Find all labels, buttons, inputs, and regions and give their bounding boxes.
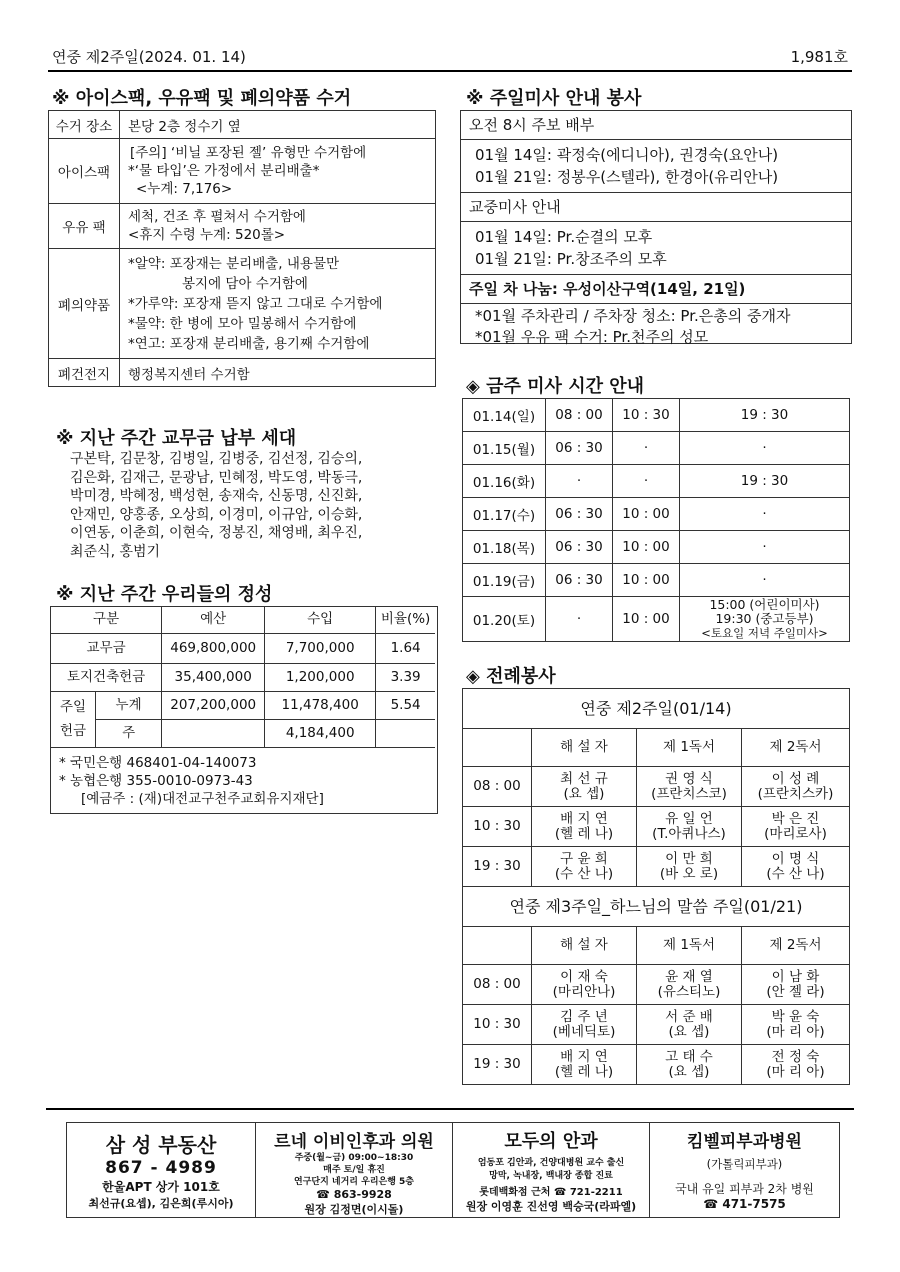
mass-day: 01.14(일): [463, 399, 546, 432]
ad-line: 주중(월~금) 09:00~18:30: [294, 1153, 414, 1163]
first-reader: 권 영 식 (프란치스코): [637, 767, 742, 807]
mass-times-title: ◈ 금주 미사 시간 안내: [466, 376, 645, 397]
mass-time: ·: [680, 498, 850, 531]
collection-line: <누계: 7,176>: [136, 181, 233, 197]
mass-day: 01.15(월): [463, 432, 546, 465]
liturgy-table: [462, 688, 850, 1085]
offering-income: 11,478,400: [265, 691, 376, 719]
sunday-service-title: ※ 주일미사 안내 봉사: [466, 88, 642, 109]
mass-day: 01.17(수): [463, 498, 546, 531]
ad-name: 모두의 안과: [504, 1131, 598, 1152]
mass-time: 06 : 30: [546, 498, 613, 531]
issue-number: 1,981호: [790, 48, 848, 66]
collection-text: 행정복지센터 수거함: [120, 359, 436, 387]
offering-ratio: 3.39: [376, 663, 435, 691]
service-heading: 교중미사 안내: [461, 193, 851, 222]
service-lines: [461, 304, 851, 350]
bank-accounts: [51, 748, 437, 814]
mass-time: 06 : 30: [546, 564, 613, 597]
collection-text: 본당 2층 정수기 옆: [120, 111, 436, 139]
offerings-table: [51, 607, 435, 748]
mass-time: ·: [546, 597, 613, 642]
service-line: *01월 주차관리 / 주차장 청소: Pr.은총의 중개자: [475, 307, 791, 325]
bank-line: * 농협은행 355-0010-0973-43: [59, 772, 253, 789]
second-reader: 박 은 진 (마리로사): [742, 807, 850, 847]
mass-times-table: [462, 398, 850, 642]
ad-line: 국내 유일 피부과 2차 병원: [675, 1182, 814, 1196]
collection-line: [주의] ‘비닐 포장된 젤’ 유형만 수거함에: [130, 145, 367, 161]
footer-divider: [46, 1108, 854, 1110]
offering-ratio: [376, 719, 435, 747]
ad-line: 원장 이영훈 진선영 백승국(라파엘): [465, 1200, 637, 1213]
mass-time: 08 : 00: [546, 399, 613, 432]
mass-time: ·: [680, 531, 850, 564]
service-time: 19 : 30: [463, 1045, 532, 1085]
sunday-service-box: [460, 110, 852, 344]
mass-time: 15:00 (어린이미사): [709, 597, 820, 612]
offerings-box: [50, 606, 438, 814]
offering-ratio: 1.64: [376, 633, 435, 663]
service-time: 10 : 30: [463, 807, 532, 847]
ad-line: 최선규(요셉), 김은희(루시아): [88, 1197, 234, 1210]
second-reader: 이 명 식 (수 산 나): [742, 847, 850, 887]
ad-line: 망막, 녹내장, 백내장 종합 진료: [489, 1171, 613, 1181]
collection-label: 아이스팩: [49, 139, 120, 204]
collection-label: 수거 장소: [49, 111, 120, 139]
offering-budget: 207,200,000: [162, 691, 265, 719]
mass-time: 19 : 30: [680, 399, 850, 432]
col-header: 제 2독서: [742, 927, 850, 965]
dues-line: 안재민, 양홍종, 오상희, 이경미, 이규암, 이승화,: [70, 506, 363, 523]
collection-title: ※ 아이스팩, 우유팩 및 폐의약품 수거: [52, 88, 352, 109]
second-reader: 이 성 례 (프란치스카): [742, 767, 850, 807]
mass-time: ·: [613, 432, 680, 465]
liturgy-title: ◈ 전례봉사: [466, 666, 556, 687]
ad-dermatology: [650, 1123, 839, 1217]
col-header: 비율(%): [376, 607, 435, 633]
service-heading: 주일 차 나눔: 우성이산구역(14일, 21일): [461, 275, 851, 304]
group-label-bottom: 헌금: [59, 723, 87, 739]
first-reader: 이 만 희 (바 오 로): [637, 847, 742, 887]
service-lines: [461, 222, 851, 275]
offering-label: 교무금: [51, 633, 162, 663]
collection-line: *알약: 포장재는 분리배출, 내용물만: [128, 255, 340, 272]
service-line: *01월 우유 팩 수거: Pr.천주의 성모: [475, 328, 709, 346]
mass-day: 01.16(화): [463, 465, 546, 498]
collection-line: 봉지에 담아 수거함에: [182, 275, 308, 292]
week-title: 연중 제3주일_하느님의 말씀 주일(01/21): [463, 887, 850, 927]
mass-time: ·: [613, 465, 680, 498]
bank-line: * 국민은행 468401-04-140073: [59, 754, 257, 771]
service-heading: 오전 8시 주보 배부: [461, 111, 851, 140]
first-reader: 유 일 언 (T.아퀴나스): [637, 807, 742, 847]
commentator: 배 지 연 (헬 레 나): [532, 1045, 637, 1085]
commentator: 이 재 숙 (마리안나): [532, 965, 637, 1005]
blank-cell: [463, 927, 532, 965]
ad-line: 한울APT 상가 101호: [102, 1180, 220, 1194]
commentator: 최 선 규 (요 셉): [532, 767, 637, 807]
offerings-title: ※ 지난 주간 우리들의 정성: [56, 584, 273, 605]
second-reader: 박 윤 숙 (마 리 아): [742, 1005, 850, 1045]
col-header: 해 설 자: [532, 927, 637, 965]
mass-day: 01.20(토): [463, 597, 546, 642]
second-reader: 전 정 숙 (마 리 아): [742, 1045, 850, 1085]
second-reader: 이 남 화 (안 젤 라): [742, 965, 850, 1005]
mass-time: 10 : 00: [613, 498, 680, 531]
collection-line: 세척, 건조 후 펼쳐서 수거함에: [128, 209, 306, 225]
commentator: 배 지 연 (헬 레 나): [532, 807, 637, 847]
service-line: 01월 14일: 곽정숙(에디니아), 권경숙(요안나): [475, 146, 779, 164]
mass-time: 10 : 00: [613, 597, 680, 642]
col-header: 예산: [162, 607, 265, 633]
service-lines: [461, 140, 851, 193]
mass-time: 06 : 30: [546, 531, 613, 564]
service-time: 08 : 00: [463, 767, 532, 807]
ad-phone: ☎ 471-7575: [703, 1197, 786, 1211]
ad-line: 엄동포 김안과, 건양대병원 교수 출신: [477, 1158, 625, 1168]
mass-time: ·: [680, 564, 850, 597]
dues-line: 박미경, 박혜정, 백성현, 송재숙, 신동명, 신진화,: [70, 488, 363, 504]
collection-line: *물약: 한 병에 모아 밀봉해서 수거함에: [128, 315, 357, 332]
ad-line: 매주 토/일 휴진: [323, 1165, 385, 1175]
offering-label: 주: [96, 719, 162, 747]
mass-time: 10 : 00: [613, 564, 680, 597]
ads-bar: [66, 1122, 840, 1218]
service-line: 01월 21일: Pr.창조주의 모후: [475, 250, 667, 268]
col-header: 구분: [51, 607, 162, 633]
group-label-top: 주일: [59, 699, 87, 715]
offering-income: 1,200,000: [265, 663, 376, 691]
ad-name: 르네 이비인후과 의원: [274, 1132, 434, 1152]
bulletin-date: 연중 제2주일(2024. 01. 14): [52, 48, 246, 66]
offering-income: 7,700,000: [265, 633, 376, 663]
mass-time: ·: [546, 465, 613, 498]
mass-time: 10 : 00: [613, 531, 680, 564]
offering-budget: 35,400,000: [162, 663, 265, 691]
ad-eye-clinic: [453, 1123, 650, 1217]
collection-label: 폐의약품: [49, 249, 120, 359]
dues-line: 최준식, 홍범기: [70, 543, 161, 560]
dues-name-list: [70, 450, 362, 561]
ad-name: 킴벨피부과병원: [687, 1132, 802, 1152]
first-reader: 서 준 배 (요 셉): [637, 1005, 742, 1045]
service-time: 19 : 30: [463, 847, 532, 887]
ad-ent-clinic: [256, 1123, 453, 1217]
commentator: 김 주 년 (베네딕토): [532, 1005, 637, 1045]
blank-cell: [463, 729, 532, 767]
collection-label: 폐건전지: [49, 359, 120, 387]
collection-line: <휴지 수령 누계: 520롤>: [128, 227, 286, 243]
service-line: 01월 14일: Pr.순결의 모후: [475, 228, 653, 246]
service-time: 08 : 00: [463, 965, 532, 1005]
dues-line: 김은화, 김재근, 문광남, 민혜정, 박도영, 박동극,: [70, 469, 363, 486]
ad-realestate: [67, 1123, 256, 1217]
mass-time: 06 : 30: [546, 432, 613, 465]
bank-line: [예금주 : (재)대전교구천주교회유지재단]: [81, 790, 324, 807]
mass-time: 19:30 (중고등부): [715, 611, 814, 626]
dues-line: 이연동, 이춘희, 이현숙, 정봉진, 채영배, 최우진,: [70, 525, 363, 541]
mass-day: 01.18(목): [463, 531, 546, 564]
mass-time: ·: [680, 432, 850, 465]
ad-line: (가톨릭피부과): [706, 1157, 783, 1171]
collection-table: [48, 110, 436, 387]
mass-note: <토요일 저녁 주일미사>: [701, 626, 828, 640]
first-reader: 고 태 수 (요 셉): [637, 1045, 742, 1085]
collection-line: *연고: 포장재 분리배출, 용기째 수거함에: [128, 335, 370, 352]
service-line: 01월 21일: 정봉우(스텔라), 한경아(유리안나): [475, 168, 779, 186]
col-header: 제 1독서: [637, 729, 742, 767]
offering-budget: [162, 719, 265, 747]
mass-time: 10 : 30: [613, 399, 680, 432]
dues-title: ※ 지난 주간 교무금 납부 세대: [56, 428, 297, 449]
saturday-masses: [680, 597, 850, 642]
ad-phone: 867 - 4989: [105, 1158, 217, 1178]
service-time: 10 : 30: [463, 1005, 532, 1045]
header-divider: [48, 70, 852, 72]
col-header: 수입: [265, 607, 376, 633]
col-header: 제 2독서: [742, 729, 850, 767]
collection-label: 우유 팩: [49, 204, 120, 249]
collection-line: *‘물 타입’은 가정에서 분리배출*: [128, 163, 320, 179]
offering-label: 누계: [96, 691, 162, 719]
ad-line: 원장 김정면(이시돌): [304, 1203, 404, 1216]
first-reader: 윤 재 열 (유스티노): [637, 965, 742, 1005]
commentator: 구 윤 희 (수 산 나): [532, 847, 637, 887]
offering-budget: 469,800,000: [162, 633, 265, 663]
mass-time: 19 : 30: [680, 465, 850, 498]
sunday-offering-group: [51, 691, 96, 747]
week-title: 연중 제2주일(01/14): [463, 689, 850, 729]
collection-line: *가루약: 포장재 뜯지 않고 그대로 수거함에: [128, 295, 383, 312]
ad-name: 삼 성 부동산: [105, 1133, 217, 1157]
offering-income: 4,184,400: [265, 719, 376, 747]
mass-day: 01.19(금): [463, 564, 546, 597]
ad-phone: 롯데백화점 근처 ☎ 721-2211: [479, 1187, 623, 1198]
col-header: 제 1독서: [637, 927, 742, 965]
offering-ratio: 5.54: [376, 691, 435, 719]
dues-line: 구본탁, 김문창, 김병일, 김병중, 김선정, 김승의,: [70, 451, 363, 467]
offering-label: 토지건축헌금: [51, 663, 162, 691]
col-header: 해 설 자: [532, 729, 637, 767]
ad-phone: ☎ 863-9928: [316, 1188, 392, 1201]
ad-line: 연구단지 네거리 우리은행 5층: [294, 1177, 414, 1187]
